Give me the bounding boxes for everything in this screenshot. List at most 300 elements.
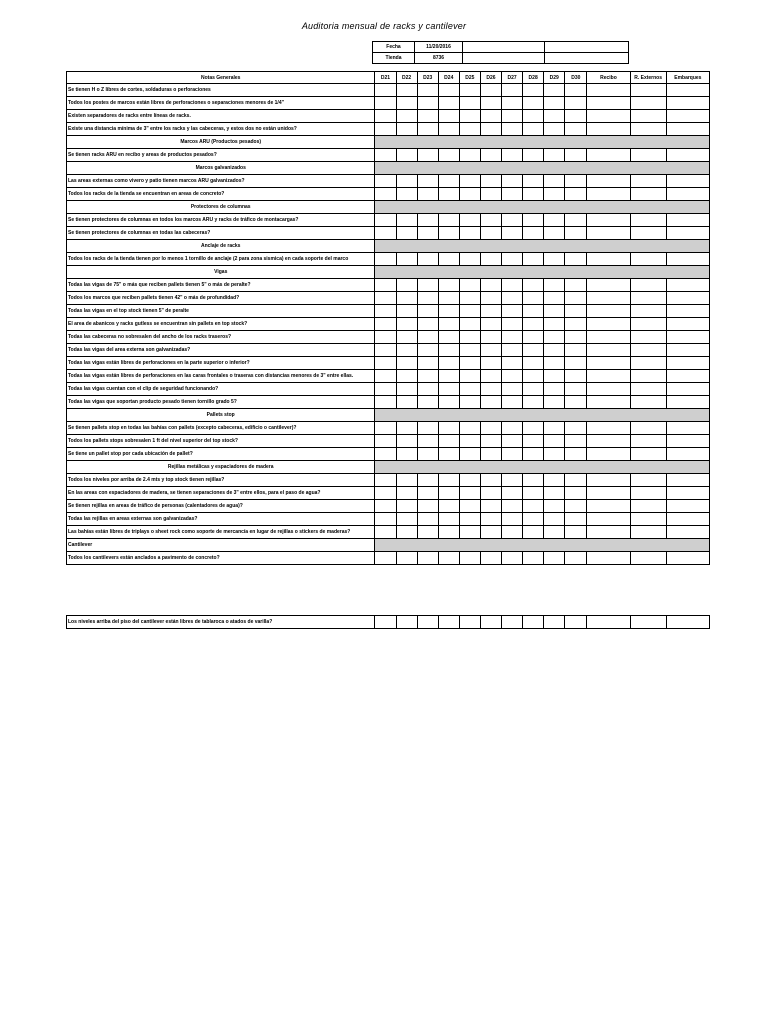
answer-cell[interactable] xyxy=(666,110,709,123)
answer-cell[interactable] xyxy=(544,331,565,344)
answer-cell[interactable] xyxy=(502,487,523,500)
answer-cell[interactable] xyxy=(480,474,501,487)
answer-cell[interactable] xyxy=(417,279,438,292)
answer-cell[interactable] xyxy=(396,227,417,240)
answer-cell[interactable] xyxy=(438,474,459,487)
answer-cell[interactable] xyxy=(396,110,417,123)
answer-cell[interactable] xyxy=(502,110,523,123)
answer-cell[interactable] xyxy=(375,383,396,396)
answer-cell[interactable] xyxy=(459,292,480,305)
answer-cell[interactable] xyxy=(523,149,544,162)
meta-blank-cell[interactable] xyxy=(545,53,629,64)
answer-cell[interactable] xyxy=(375,253,396,266)
answer-cell[interactable] xyxy=(459,474,480,487)
answer-cell[interactable] xyxy=(375,513,396,526)
answer-cell[interactable] xyxy=(375,188,396,201)
answer-cell[interactable] xyxy=(630,513,666,526)
answer-cell[interactable] xyxy=(565,357,587,370)
answer-cell[interactable] xyxy=(565,370,587,383)
answer-cell[interactable] xyxy=(630,188,666,201)
answer-cell[interactable] xyxy=(544,279,565,292)
answer-cell[interactable] xyxy=(417,344,438,357)
answer-cell[interactable] xyxy=(630,214,666,227)
answer-cell[interactable] xyxy=(438,279,459,292)
answer-cell[interactable] xyxy=(666,526,709,539)
answer-cell[interactable] xyxy=(666,253,709,266)
answer-cell[interactable] xyxy=(502,97,523,110)
answer-cell[interactable] xyxy=(502,214,523,227)
answer-cell[interactable] xyxy=(480,422,501,435)
answer-cell[interactable] xyxy=(565,84,587,97)
answer-cell[interactable] xyxy=(502,383,523,396)
answer-cell[interactable] xyxy=(544,552,565,565)
answer-cell[interactable] xyxy=(417,513,438,526)
answer-cell[interactable] xyxy=(523,500,544,513)
meta-blank-cell[interactable] xyxy=(463,53,545,64)
answer-cell[interactable] xyxy=(480,526,501,539)
answer-cell[interactable] xyxy=(666,474,709,487)
answer-cell[interactable] xyxy=(666,292,709,305)
answer-cell[interactable] xyxy=(459,123,480,136)
answer-cell[interactable] xyxy=(396,448,417,461)
answer-cell[interactable] xyxy=(587,357,630,370)
answer-cell[interactable] xyxy=(587,175,630,188)
answer-cell[interactable] xyxy=(502,188,523,201)
answer-cell[interactable] xyxy=(480,227,501,240)
answer-cell[interactable] xyxy=(396,435,417,448)
answer-cell[interactable] xyxy=(523,292,544,305)
answer-cell[interactable] xyxy=(523,253,544,266)
answer-cell[interactable] xyxy=(417,474,438,487)
answer-cell[interactable] xyxy=(502,396,523,409)
answer-cell[interactable] xyxy=(375,435,396,448)
answer-cell[interactable] xyxy=(523,110,544,123)
answer-cell[interactable] xyxy=(523,123,544,136)
answer-cell[interactable] xyxy=(375,357,396,370)
answer-cell[interactable] xyxy=(480,84,501,97)
answer-cell[interactable] xyxy=(630,396,666,409)
answer-cell[interactable] xyxy=(523,188,544,201)
answer-cell[interactable] xyxy=(396,526,417,539)
answer-cell[interactable] xyxy=(396,616,417,629)
answer-cell[interactable] xyxy=(502,370,523,383)
answer-cell[interactable] xyxy=(438,214,459,227)
answer-cell[interactable] xyxy=(438,84,459,97)
answer-cell[interactable] xyxy=(502,292,523,305)
answer-cell[interactable] xyxy=(666,188,709,201)
answer-cell[interactable] xyxy=(438,344,459,357)
answer-cell[interactable] xyxy=(565,552,587,565)
answer-cell[interactable] xyxy=(565,396,587,409)
answer-cell[interactable] xyxy=(459,253,480,266)
answer-cell[interactable] xyxy=(459,344,480,357)
answer-cell[interactable] xyxy=(587,227,630,240)
answer-cell[interactable] xyxy=(438,616,459,629)
answer-cell[interactable] xyxy=(544,227,565,240)
answer-cell[interactable] xyxy=(523,487,544,500)
answer-cell[interactable] xyxy=(480,279,501,292)
answer-cell[interactable] xyxy=(438,318,459,331)
answer-cell[interactable] xyxy=(587,435,630,448)
answer-cell[interactable] xyxy=(375,370,396,383)
answer-cell[interactable] xyxy=(587,110,630,123)
answer-cell[interactable] xyxy=(375,227,396,240)
answer-cell[interactable] xyxy=(587,279,630,292)
answer-cell[interactable] xyxy=(502,123,523,136)
answer-cell[interactable] xyxy=(523,513,544,526)
answer-cell[interactable] xyxy=(396,344,417,357)
answer-cell[interactable] xyxy=(417,188,438,201)
answer-cell[interactable] xyxy=(565,422,587,435)
answer-cell[interactable] xyxy=(375,344,396,357)
answer-cell[interactable] xyxy=(523,370,544,383)
meta-blank-cell[interactable] xyxy=(463,42,545,53)
answer-cell[interactable] xyxy=(523,97,544,110)
answer-cell[interactable] xyxy=(544,110,565,123)
answer-cell[interactable] xyxy=(523,279,544,292)
answer-cell[interactable] xyxy=(502,318,523,331)
answer-cell[interactable] xyxy=(630,292,666,305)
answer-cell[interactable] xyxy=(630,616,666,629)
answer-cell[interactable] xyxy=(480,396,501,409)
answer-cell[interactable] xyxy=(375,305,396,318)
answer-cell[interactable] xyxy=(523,331,544,344)
answer-cell[interactable] xyxy=(396,513,417,526)
answer-cell[interactable] xyxy=(587,500,630,513)
answer-cell[interactable] xyxy=(459,279,480,292)
answer-cell[interactable] xyxy=(417,84,438,97)
answer-cell[interactable] xyxy=(630,474,666,487)
answer-cell[interactable] xyxy=(587,616,630,629)
answer-cell[interactable] xyxy=(438,331,459,344)
answer-cell[interactable] xyxy=(630,305,666,318)
answer-cell[interactable] xyxy=(544,487,565,500)
answer-cell[interactable] xyxy=(544,422,565,435)
answer-cell[interactable] xyxy=(502,253,523,266)
answer-cell[interactable] xyxy=(587,383,630,396)
answer-cell[interactable] xyxy=(544,97,565,110)
answer-cell[interactable] xyxy=(666,227,709,240)
answer-cell[interactable] xyxy=(438,396,459,409)
answer-cell[interactable] xyxy=(544,500,565,513)
answer-cell[interactable] xyxy=(459,616,480,629)
answer-cell[interactable] xyxy=(480,175,501,188)
answer-cell[interactable] xyxy=(480,487,501,500)
answer-cell[interactable] xyxy=(587,370,630,383)
answer-cell[interactable] xyxy=(417,110,438,123)
answer-cell[interactable] xyxy=(396,552,417,565)
answer-cell[interactable] xyxy=(438,149,459,162)
answer-cell[interactable] xyxy=(459,227,480,240)
answer-cell[interactable] xyxy=(630,383,666,396)
answer-cell[interactable] xyxy=(438,305,459,318)
answer-cell[interactable] xyxy=(666,331,709,344)
answer-cell[interactable] xyxy=(417,370,438,383)
answer-cell[interactable] xyxy=(523,474,544,487)
answer-cell[interactable] xyxy=(396,383,417,396)
answer-cell[interactable] xyxy=(375,110,396,123)
answer-cell[interactable] xyxy=(396,149,417,162)
answer-cell[interactable] xyxy=(630,110,666,123)
answer-cell[interactable] xyxy=(459,331,480,344)
answer-cell[interactable] xyxy=(417,331,438,344)
answer-cell[interactable] xyxy=(480,149,501,162)
answer-cell[interactable] xyxy=(666,370,709,383)
answer-cell[interactable] xyxy=(666,305,709,318)
answer-cell[interactable] xyxy=(438,123,459,136)
answer-cell[interactable] xyxy=(587,448,630,461)
answer-cell[interactable] xyxy=(523,227,544,240)
answer-cell[interactable] xyxy=(396,214,417,227)
answer-cell[interactable] xyxy=(587,84,630,97)
answer-cell[interactable] xyxy=(587,526,630,539)
answer-cell[interactable] xyxy=(523,344,544,357)
answer-cell[interactable] xyxy=(544,357,565,370)
answer-cell[interactable] xyxy=(396,253,417,266)
answer-cell[interactable] xyxy=(587,214,630,227)
answer-cell[interactable] xyxy=(375,279,396,292)
answer-cell[interactable] xyxy=(544,513,565,526)
answer-cell[interactable] xyxy=(375,500,396,513)
answer-cell[interactable] xyxy=(396,331,417,344)
answer-cell[interactable] xyxy=(502,357,523,370)
answer-cell[interactable] xyxy=(417,227,438,240)
answer-cell[interactable] xyxy=(523,175,544,188)
answer-cell[interactable] xyxy=(480,188,501,201)
answer-cell[interactable] xyxy=(417,357,438,370)
answer-cell[interactable] xyxy=(396,318,417,331)
fecha-value[interactable]: 11/20/2016 xyxy=(415,42,463,53)
answer-cell[interactable] xyxy=(375,214,396,227)
answer-cell[interactable] xyxy=(480,500,501,513)
answer-cell[interactable] xyxy=(375,331,396,344)
answer-cell[interactable] xyxy=(666,175,709,188)
answer-cell[interactable] xyxy=(417,292,438,305)
answer-cell[interactable] xyxy=(544,370,565,383)
answer-cell[interactable] xyxy=(438,383,459,396)
answer-cell[interactable] xyxy=(375,487,396,500)
answer-cell[interactable] xyxy=(587,149,630,162)
answer-cell[interactable] xyxy=(523,448,544,461)
answer-cell[interactable] xyxy=(565,305,587,318)
answer-cell[interactable] xyxy=(630,435,666,448)
answer-cell[interactable] xyxy=(480,448,501,461)
answer-cell[interactable] xyxy=(459,370,480,383)
answer-cell[interactable] xyxy=(587,422,630,435)
answer-cell[interactable] xyxy=(438,448,459,461)
answer-cell[interactable] xyxy=(502,500,523,513)
answer-cell[interactable] xyxy=(630,331,666,344)
answer-cell[interactable] xyxy=(630,344,666,357)
answer-cell[interactable] xyxy=(375,448,396,461)
answer-cell[interactable] xyxy=(565,448,587,461)
answer-cell[interactable] xyxy=(459,396,480,409)
answer-cell[interactable] xyxy=(417,526,438,539)
answer-cell[interactable] xyxy=(417,422,438,435)
answer-cell[interactable] xyxy=(502,227,523,240)
answer-cell[interactable] xyxy=(502,513,523,526)
answer-cell[interactable] xyxy=(565,175,587,188)
answer-cell[interactable] xyxy=(396,357,417,370)
answer-cell[interactable] xyxy=(666,344,709,357)
answer-cell[interactable] xyxy=(523,552,544,565)
answer-cell[interactable] xyxy=(587,305,630,318)
answer-cell[interactable] xyxy=(375,422,396,435)
answer-cell[interactable] xyxy=(666,214,709,227)
answer-cell[interactable] xyxy=(438,227,459,240)
answer-cell[interactable] xyxy=(480,552,501,565)
answer-cell[interactable] xyxy=(438,500,459,513)
answer-cell[interactable] xyxy=(544,526,565,539)
answer-cell[interactable] xyxy=(666,500,709,513)
answer-cell[interactable] xyxy=(459,500,480,513)
answer-cell[interactable] xyxy=(375,616,396,629)
answer-cell[interactable] xyxy=(459,305,480,318)
answer-cell[interactable] xyxy=(544,84,565,97)
answer-cell[interactable] xyxy=(459,149,480,162)
answer-cell[interactable] xyxy=(666,279,709,292)
answer-cell[interactable] xyxy=(438,513,459,526)
answer-cell[interactable] xyxy=(666,552,709,565)
answer-cell[interactable] xyxy=(417,616,438,629)
answer-cell[interactable] xyxy=(544,188,565,201)
answer-cell[interactable] xyxy=(396,97,417,110)
answer-cell[interactable] xyxy=(544,318,565,331)
answer-cell[interactable] xyxy=(666,383,709,396)
answer-cell[interactable] xyxy=(544,292,565,305)
answer-cell[interactable] xyxy=(523,305,544,318)
answer-cell[interactable] xyxy=(480,344,501,357)
answer-cell[interactable] xyxy=(480,357,501,370)
answer-cell[interactable] xyxy=(630,175,666,188)
answer-cell[interactable] xyxy=(502,474,523,487)
answer-cell[interactable] xyxy=(396,474,417,487)
answer-cell[interactable] xyxy=(417,97,438,110)
answer-cell[interactable] xyxy=(396,396,417,409)
answer-cell[interactable] xyxy=(565,97,587,110)
answer-cell[interactable] xyxy=(438,175,459,188)
answer-cell[interactable] xyxy=(565,526,587,539)
answer-cell[interactable] xyxy=(666,84,709,97)
answer-cell[interactable] xyxy=(544,214,565,227)
answer-cell[interactable] xyxy=(459,552,480,565)
answer-cell[interactable] xyxy=(502,344,523,357)
answer-cell[interactable] xyxy=(417,149,438,162)
answer-cell[interactable] xyxy=(587,253,630,266)
answer-cell[interactable] xyxy=(459,188,480,201)
answer-cell[interactable] xyxy=(438,253,459,266)
answer-cell[interactable] xyxy=(417,253,438,266)
answer-cell[interactable] xyxy=(375,318,396,331)
answer-cell[interactable] xyxy=(438,487,459,500)
answer-cell[interactable] xyxy=(396,188,417,201)
answer-cell[interactable] xyxy=(375,474,396,487)
answer-cell[interactable] xyxy=(396,292,417,305)
answer-cell[interactable] xyxy=(375,292,396,305)
answer-cell[interactable] xyxy=(630,357,666,370)
answer-cell[interactable] xyxy=(417,448,438,461)
answer-cell[interactable] xyxy=(417,396,438,409)
answer-cell[interactable] xyxy=(630,123,666,136)
answer-cell[interactable] xyxy=(459,110,480,123)
answer-cell[interactable] xyxy=(459,422,480,435)
answer-cell[interactable] xyxy=(544,474,565,487)
answer-cell[interactable] xyxy=(666,357,709,370)
answer-cell[interactable] xyxy=(459,175,480,188)
answer-cell[interactable] xyxy=(480,97,501,110)
answer-cell[interactable] xyxy=(396,370,417,383)
answer-cell[interactable] xyxy=(523,422,544,435)
answer-cell[interactable] xyxy=(666,97,709,110)
answer-cell[interactable] xyxy=(587,513,630,526)
answer-cell[interactable] xyxy=(502,305,523,318)
answer-cell[interactable] xyxy=(375,526,396,539)
answer-cell[interactable] xyxy=(666,448,709,461)
answer-cell[interactable] xyxy=(480,616,501,629)
answer-cell[interactable] xyxy=(630,448,666,461)
answer-cell[interactable] xyxy=(523,396,544,409)
answer-cell[interactable] xyxy=(523,84,544,97)
answer-cell[interactable] xyxy=(502,435,523,448)
answer-cell[interactable] xyxy=(480,292,501,305)
answer-cell[interactable] xyxy=(587,188,630,201)
answer-cell[interactable] xyxy=(630,422,666,435)
answer-cell[interactable] xyxy=(417,175,438,188)
answer-cell[interactable] xyxy=(396,279,417,292)
answer-cell[interactable] xyxy=(544,305,565,318)
answer-cell[interactable] xyxy=(565,513,587,526)
answer-cell[interactable] xyxy=(396,487,417,500)
answer-cell[interactable] xyxy=(523,526,544,539)
answer-cell[interactable] xyxy=(480,370,501,383)
answer-cell[interactable] xyxy=(438,370,459,383)
answer-cell[interactable] xyxy=(544,616,565,629)
answer-cell[interactable] xyxy=(630,97,666,110)
answer-cell[interactable] xyxy=(630,552,666,565)
answer-cell[interactable] xyxy=(480,214,501,227)
answer-cell[interactable] xyxy=(544,253,565,266)
answer-cell[interactable] xyxy=(396,84,417,97)
answer-cell[interactable] xyxy=(523,214,544,227)
answer-cell[interactable] xyxy=(544,149,565,162)
answer-cell[interactable] xyxy=(565,616,587,629)
answer-cell[interactable] xyxy=(502,526,523,539)
answer-cell[interactable] xyxy=(417,552,438,565)
answer-cell[interactable] xyxy=(459,214,480,227)
answer-cell[interactable] xyxy=(459,487,480,500)
answer-cell[interactable] xyxy=(438,357,459,370)
answer-cell[interactable] xyxy=(375,97,396,110)
answer-cell[interactable] xyxy=(630,526,666,539)
answer-cell[interactable] xyxy=(480,318,501,331)
answer-cell[interactable] xyxy=(587,344,630,357)
answer-cell[interactable] xyxy=(587,292,630,305)
answer-cell[interactable] xyxy=(417,487,438,500)
answer-cell[interactable] xyxy=(666,435,709,448)
answer-cell[interactable] xyxy=(587,97,630,110)
answer-cell[interactable] xyxy=(438,526,459,539)
answer-cell[interactable] xyxy=(587,552,630,565)
answer-cell[interactable] xyxy=(565,123,587,136)
answer-cell[interactable] xyxy=(666,422,709,435)
answer-cell[interactable] xyxy=(523,383,544,396)
answer-cell[interactable] xyxy=(630,500,666,513)
answer-cell[interactable] xyxy=(438,97,459,110)
tienda-value[interactable]: 8736 xyxy=(415,53,463,64)
answer-cell[interactable] xyxy=(375,123,396,136)
answer-cell[interactable] xyxy=(459,435,480,448)
answer-cell[interactable] xyxy=(565,214,587,227)
